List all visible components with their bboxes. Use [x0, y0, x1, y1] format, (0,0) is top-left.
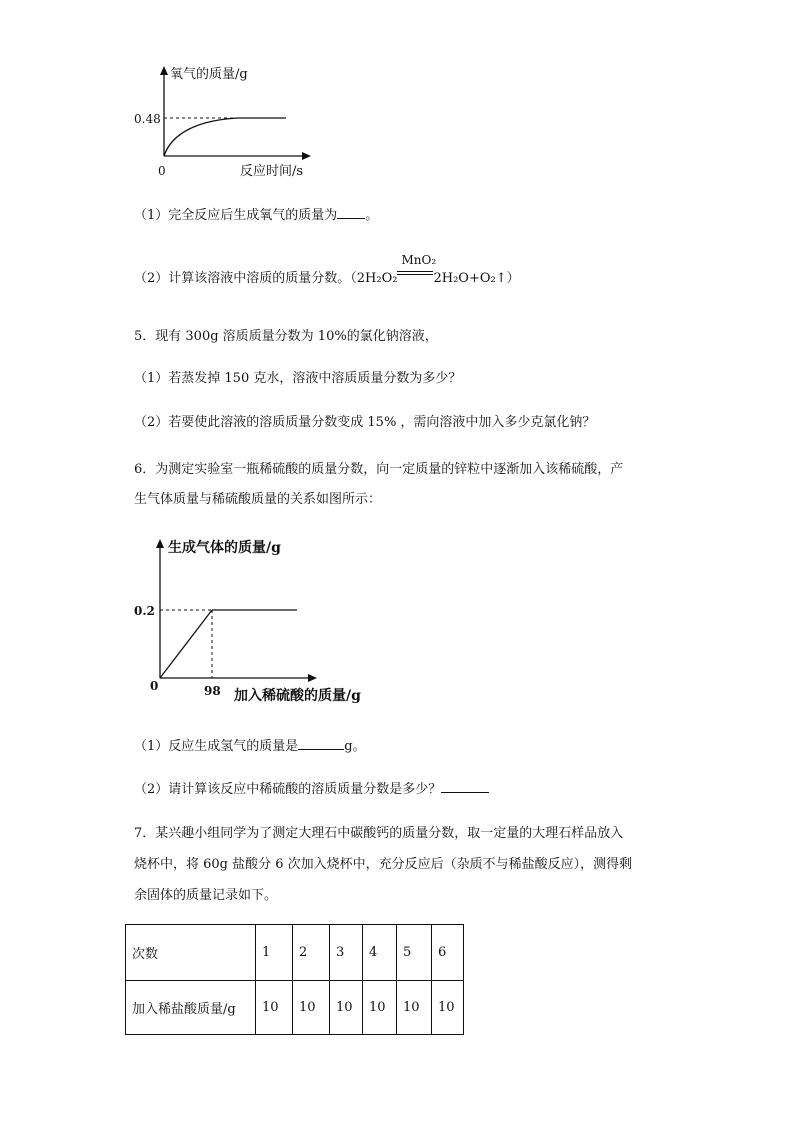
table-header-cell: 次数	[126, 925, 256, 981]
x-axis-arrow	[308, 674, 317, 682]
table-cell: 6	[432, 925, 464, 981]
table-cell: 3	[330, 925, 363, 981]
reaction-equals-sign	[397, 253, 437, 282]
answer-blank[interactable]	[441, 780, 489, 793]
problem5-stem: 5．现有 300g 溶质质量分数为 10%的氯化钠溶液，	[134, 329, 438, 344]
catalyst-label: MnO₂	[401, 253, 437, 267]
table-cell: 10	[363, 981, 397, 1035]
table-cell: 1	[256, 925, 293, 981]
problem6-stem-line1: 6．为测定实验室一瓶稀硫酸的质量分数，向一定质量的锌粒中逐渐加入该稀硫酸，产	[134, 462, 624, 477]
x-axis-label: 反应时间/s	[240, 164, 304, 179]
table-cell: 10	[397, 981, 432, 1035]
y-axis-label: 氧气的质量/g	[170, 67, 248, 82]
graph1-question-1: （1）完全反应后生成氧气的质量为 。	[134, 208, 379, 223]
problem6-question-1: （1）反应生成氢气的质量是 g。	[134, 739, 366, 754]
answer-blank[interactable]	[298, 737, 344, 750]
x-axis-arrow	[302, 152, 311, 160]
problem7-stem-line3: 余固体的质量记录如下。	[134, 888, 278, 903]
problem6-question-2: （2）请计算该反应中稀硫酸的溶质质量分数是多少？	[134, 780, 489, 798]
graph-oxygen	[120, 60, 340, 185]
problem6-stem-line2: 生气体质量与稀硫酸质量的关系如图所示：	[134, 492, 382, 507]
origin-label: 0	[158, 164, 166, 178]
table-cell: 10	[432, 981, 464, 1035]
y-axis-arrow	[156, 539, 164, 548]
graph-gas	[120, 530, 380, 710]
table-row	[126, 981, 464, 1035]
table-header-cell: 加入稀盐酸质量/g	[126, 981, 256, 1035]
gas-line-rise	[160, 610, 212, 678]
y-tick-label: 0.2	[134, 604, 155, 618]
problem5-question-1: （1）若蒸发掉 150 克水，溶液中溶质质量分数为多少？	[134, 371, 462, 386]
table-row	[126, 925, 464, 981]
table-cell: 4	[363, 925, 397, 981]
formula-left: 2H₂O₂	[356, 271, 398, 286]
problem7-stem-line2: 烧杯中，将 60g 盐酸分 6 次加入烧杯中，充分反应后（杂质不与稀盐酸反应），测得剩	[134, 857, 633, 872]
problem7-stem-line1: 7．某兴趣小组同学为了测定大理石中碳酸钙的质量分数，取一定量的大理石样品放入	[134, 826, 624, 841]
table-cell: 10	[293, 981, 330, 1035]
problem5-question-2: （2）若要使此溶液的溶质质量分数变成 15% ，需向溶液中加入多少克氯化钠？	[134, 415, 596, 430]
answer-blank[interactable]	[337, 206, 365, 219]
origin-label: 0	[150, 679, 159, 693]
table-cell: 10	[330, 981, 363, 1035]
y-tick-label: 0.48	[134, 112, 161, 126]
table-cell: 5	[397, 925, 432, 981]
y-axis-label: 生成气体的质量/g	[168, 540, 281, 556]
formula-right: 2H₂O+O₂↑）	[433, 271, 520, 286]
results-table	[125, 924, 464, 1035]
y-axis-arrow	[160, 66, 168, 75]
table-cell: 10	[256, 981, 293, 1035]
table-cell: 2	[293, 925, 330, 981]
x-tick-label: 98	[204, 684, 221, 698]
x-axis-label: 加入稀硫酸的质量/g	[234, 688, 361, 704]
oxygen-curve	[164, 118, 286, 156]
graph1-question-2: （2）计算该溶液中溶质的质量分数。（2H₂O₂ MnO₂ 2H₂O+O₂↑）	[134, 253, 520, 286]
